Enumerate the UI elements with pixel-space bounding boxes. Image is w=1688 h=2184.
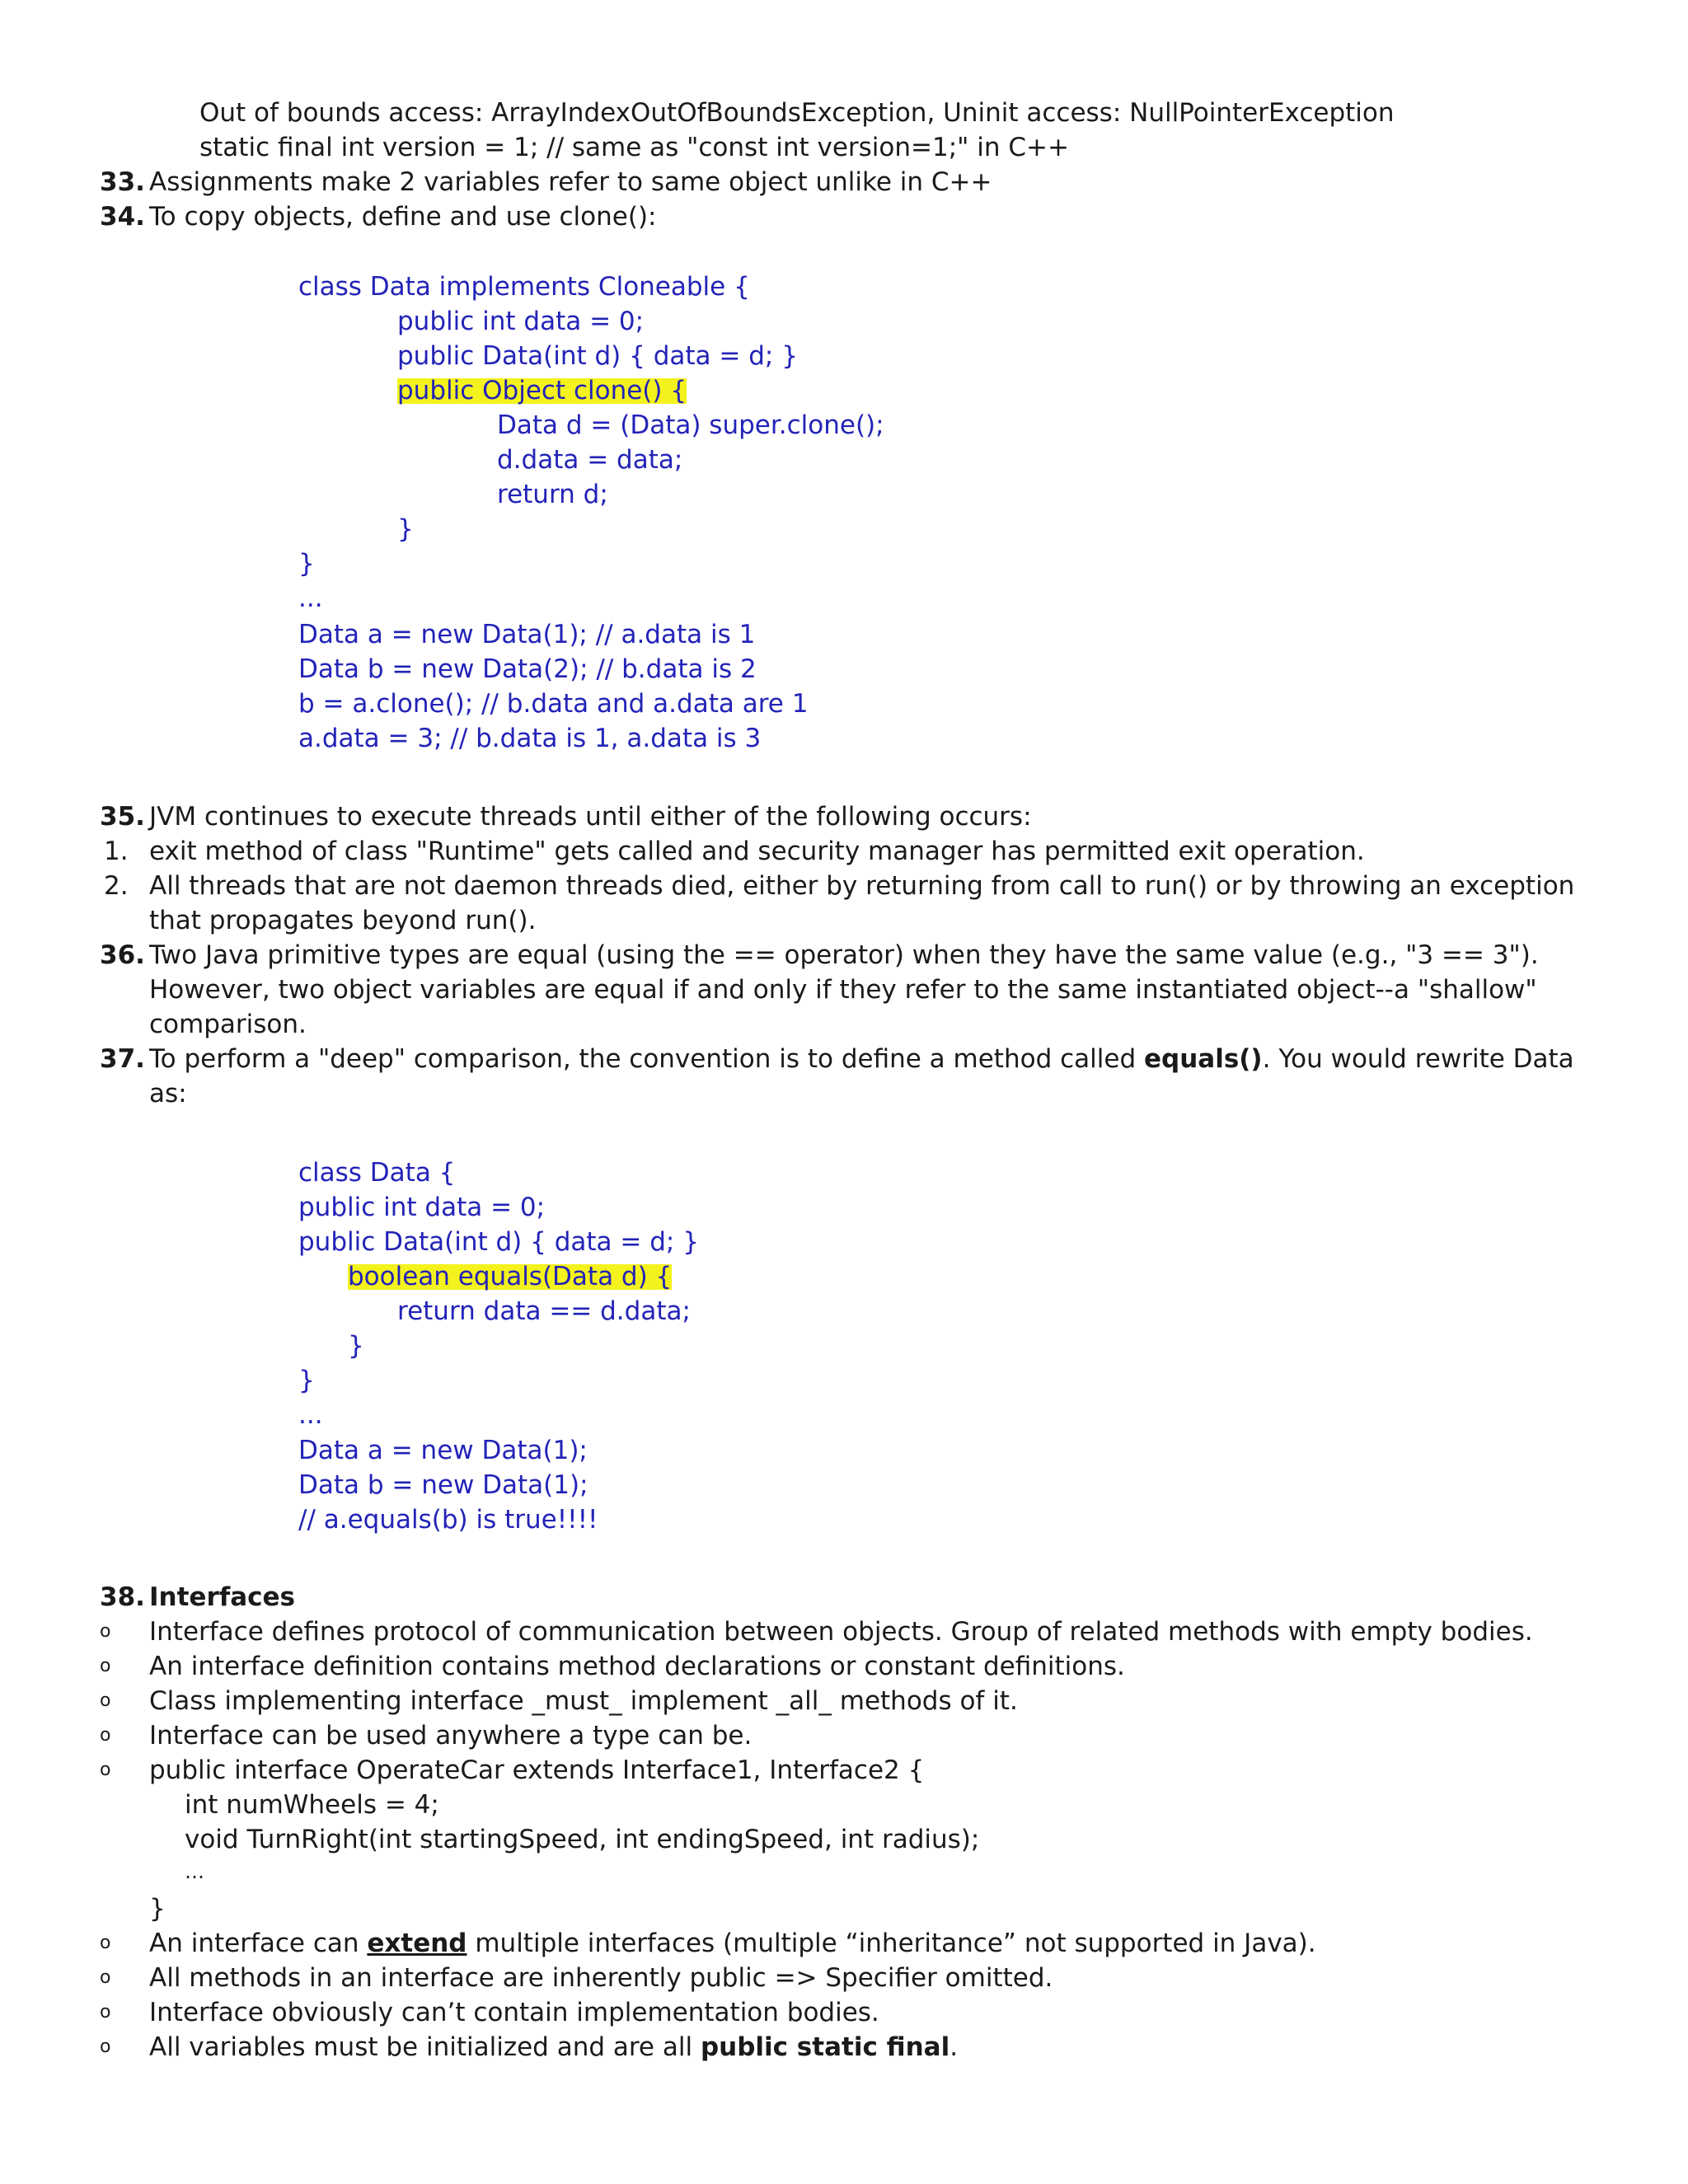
interface-bullet-9: All variables must be initialized and are all public static final. <box>149 2032 959 2062</box>
item-number-37: 37. <box>100 1044 145 1074</box>
bullet-marker: o <box>100 1933 111 1953</box>
section-heading-interfaces: Interfaces <box>149 1582 295 1612</box>
subitem-text-35-1: exit method of class "Runtime" gets called and security manager has permitted exit operation. <box>149 837 1365 866</box>
interface-bullet-1: Interface defines protocol of communication between objects. Group of related methods with empty bodies. <box>149 1617 1533 1647</box>
code-line-highlighted: boolean equals(Data d) { <box>348 1262 673 1291</box>
code-line: return d; <box>497 480 608 509</box>
item-text-37-cont: as: <box>149 1079 187 1108</box>
interface-bullet-6: An interface can extend multiple interfaces (multiple “inheritance” not supported in Java). <box>149 1929 1316 1958</box>
item-number-36: 36. <box>100 940 145 970</box>
item-text-34: To copy objects, define and use clone(): <box>149 202 657 232</box>
code-line: Data a = new Data(1); <box>298 1436 588 1465</box>
code-line: // a.equals(b) is true!!!! <box>298 1505 598 1535</box>
interface-bullet-3: Class implementing interface _must_ implement _all_ methods of it. <box>149 1686 1018 1716</box>
subitem-text-35-2: All threads that are not daemon threads died, either by returning from call to run() or by throwing an exception <box>149 871 1575 901</box>
code-line: Data d = (Data) super.clone(); <box>497 410 884 440</box>
code-line: class Data { <box>298 1158 456 1188</box>
keyword-extend: extend <box>367 1929 467 1958</box>
item-text-37: To perform a "deep" comparison, the convention is to define a method called equals(). You would rewrite Data <box>149 1044 1574 1074</box>
intro-line-exceptions: Out of bounds access: ArrayIndexOutOfBoundsException, Uninit access: NullPointerException <box>199 98 1395 128</box>
bullet-marker: o <box>100 1967 111 1988</box>
method-name-equals: equals() <box>1143 1044 1263 1074</box>
bullet-marker: o <box>100 2002 111 2022</box>
item-number-33: 33. <box>100 167 145 197</box>
bullet-marker: o <box>100 1760 111 1780</box>
item-text-35: JVM continues to execute threads until either of the following occurs: <box>149 802 1032 832</box>
keyword-public-static-final: public static final <box>700 2032 950 2062</box>
subitem-number-35-1: 1. <box>104 837 129 866</box>
interface-bullet-4: Interface can be used anywhere a type can be. <box>149 1721 753 1750</box>
interface-bullet-8: Interface obviously can’t contain implementation bodies. <box>149 1998 879 2027</box>
bullet-marker: o <box>100 1656 111 1676</box>
item-text-36-cont: comparison. <box>149 1010 307 1039</box>
subitem-number-35-2: 2. <box>104 871 129 901</box>
interface-code-line: … <box>185 1860 204 1883</box>
item-text-36-cont: However, two object variables are equal if and only if they refer to the same instantiated object--a "shallow" <box>149 975 1537 1005</box>
interface-bullet-2: An interface definition contains method declarations or constant definitions. <box>149 1652 1125 1681</box>
code-line: } <box>298 549 315 579</box>
code-line: Data b = new Data(2); // b.data is 2 <box>298 654 757 684</box>
interface-code-line: } <box>149 1894 166 1924</box>
code-line: Data b = new Data(1); <box>298 1470 588 1500</box>
interface-code-line: int numWheels = 4; <box>185 1790 439 1820</box>
item-number-34: 34. <box>100 202 145 232</box>
item-number-35: 35. <box>100 802 145 832</box>
interface-bullet-5: public interface OperateCar extends Interface1, Interface2 { <box>149 1755 925 1785</box>
item-number-38: 38. <box>100 1582 145 1612</box>
code-line: Data a = new Data(1); // a.data is 1 <box>298 620 756 649</box>
code-line: b = a.clone(); // b.data and a.data are 1 <box>298 689 809 719</box>
code-line: ... <box>298 1400 323 1430</box>
interface-code-line: void TurnRight(int startingSpeed, int endingSpeed, int radius); <box>185 1825 980 1854</box>
code-line: a.data = 3; // b.data is 1, a.data is 3 <box>298 724 762 753</box>
item-text-33: Assignments make 2 variables refer to same object unlike in C++ <box>149 167 992 197</box>
code-line: public Data(int d) { data = d; } <box>397 341 798 371</box>
interface-bullet-7: All methods in an interface are inherently public => Specifier omitted. <box>149 1963 1053 1993</box>
code-line: return data == d.data; <box>397 1296 691 1326</box>
bullet-marker: o <box>100 1621 111 1642</box>
code-line: } <box>348 1331 364 1361</box>
code-line: d.data = data; <box>497 445 683 475</box>
code-line: public Data(int d) { data = d; } <box>298 1227 699 1257</box>
bullet-marker: o <box>100 1725 111 1746</box>
code-line-highlighted: public Object clone() { <box>397 376 687 405</box>
subitem-text-35-2-cont: that propagates beyond run(). <box>149 906 537 935</box>
code-line: public int data = 0; <box>397 307 645 336</box>
intro-line-static-final: static final int version = 1; // same as "const int version=1;" in C++ <box>199 133 1069 162</box>
code-line: } <box>397 514 414 544</box>
bullet-marker: o <box>100 1690 111 1711</box>
bullet-marker: o <box>100 2036 111 2057</box>
code-line: class Data implements Cloneable { <box>298 272 750 302</box>
item-text-36: Two Java primitive types are equal (using the == operator) when they have the same value (e.g., "3 == 3"). <box>149 940 1539 970</box>
code-line: ... <box>298 583 323 613</box>
code-line: } <box>298 1366 315 1395</box>
code-line: public int data = 0; <box>298 1193 546 1222</box>
